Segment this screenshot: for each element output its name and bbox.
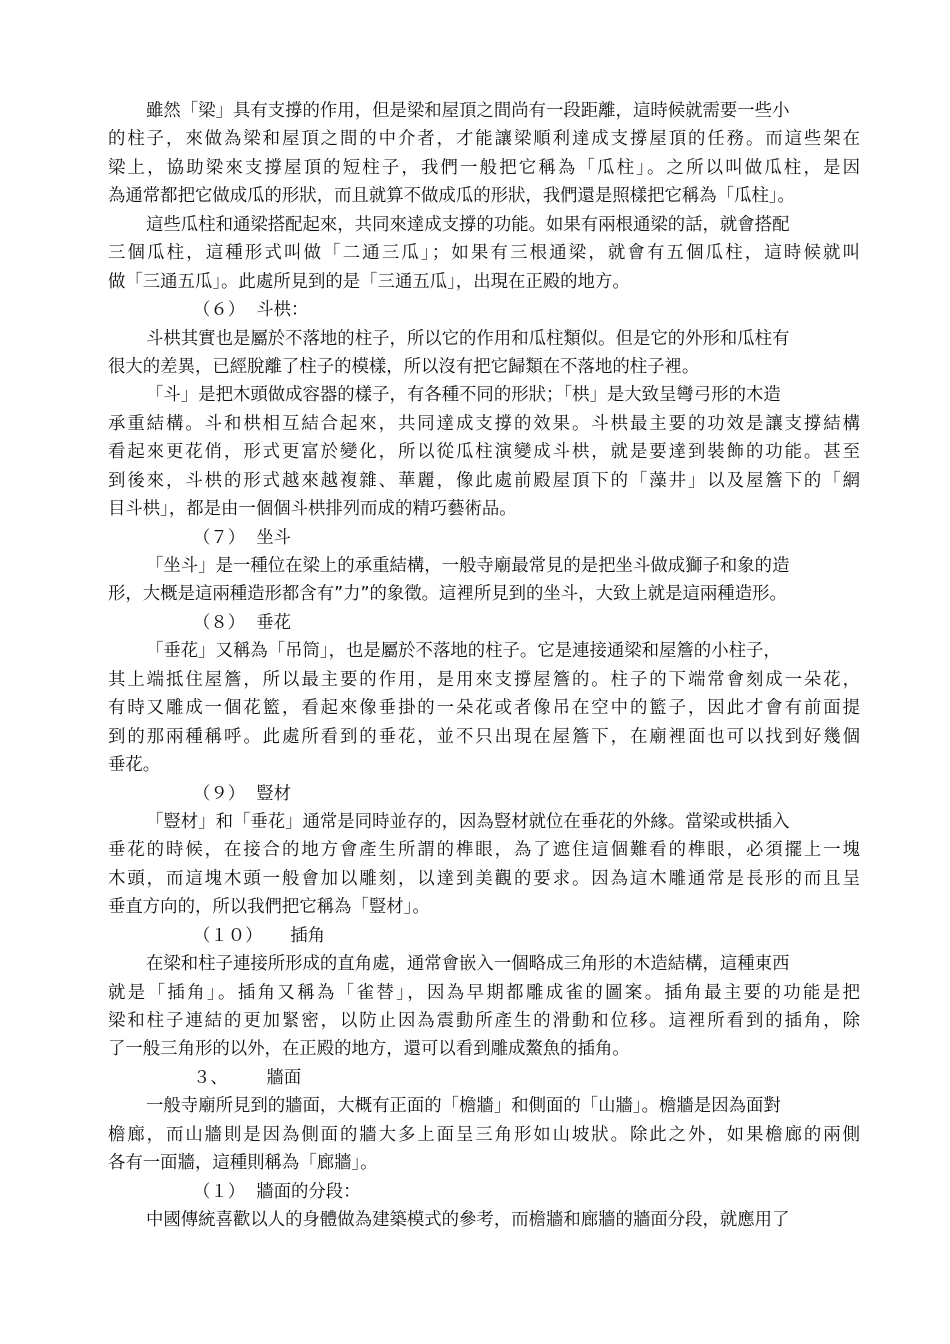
section-heading: （１） 牆面的分段： xyxy=(193,1181,361,1202)
text-line: 了一般三角形的以外，在正殿的地方，還可以看到雕成鰲魚的插角。 xyxy=(108,1039,630,1060)
text-line: 形，大概是這兩種造形都含有”力”的象徵。這裡所見到的坐斗，大致上就是這兩種造形。 xyxy=(108,584,787,605)
text-line: 垂花的時候，在接合的地方會產生所謂的榫眼，為了遮住這個難看的榫眼，必須擺上一塊 xyxy=(108,840,860,861)
text-line: 雖然「梁」具有支撐的作用，但是梁和屋頂之間尚有一段距離，這時候就需要一些小 xyxy=(146,101,790,121)
text-line: 「豎材」和「垂花」通常是同時並存的，因為豎材就位在垂花的外緣。當梁或栱插入 xyxy=(146,811,790,832)
section-heading: （８） 垂花 xyxy=(193,612,292,633)
section-heading: ３、 牆面 xyxy=(193,1067,302,1088)
text-line: 梁上，協助梁來支撐屋頂的短柱子，我們一般把它稱為「瓜柱」。之所以叫做瓜柱，是因 xyxy=(108,157,860,178)
text-line: 垂花。 xyxy=(108,755,161,776)
text-line: 梁和柱子連結的更加緊密，以防止因為震動所產生的滑動和位移。這裡所看到的插角，除 xyxy=(108,1011,860,1031)
section-heading: （９） 豎材 xyxy=(193,783,292,804)
text-line: 三個瓜柱，這種形式叫做「二通三瓜」；如果有三根通梁，就會有五個瓜柱，這時候就叫 xyxy=(108,243,860,264)
text-line: 看起來更花俏，形式更富於變化，所以從瓜柱演變成斗栱，就是要達到裝飾的功能。甚至 xyxy=(108,442,860,463)
text-line: 木頭，而這塊木頭一般會加以雕刻，以達到美觀的要求。因為這木雕通常是長形的而且呈 xyxy=(108,868,860,889)
text-line: 「垂花」又稱為「吊筒」，也是屬於不落地的柱子。它是連接通梁和屋簷的小柱子， xyxy=(146,641,781,662)
document-body xyxy=(108,97,860,1235)
text-line: 「斗」是把木頭做成容器的樣子，有各種不同的形狀；「栱」是大致呈彎弓形的木造 xyxy=(146,385,781,406)
text-line: 目斗栱」，都是由一個個斗栱排列而成的精巧藝術品。 xyxy=(108,499,517,520)
text-line: 這些瓜柱和通梁搭配起來，共同來達成支撐的功能。如果有兩根通梁的話，就會搭配 xyxy=(146,214,790,235)
text-line: 做「三通五瓜」。此處所見到的是「三通五瓜」，出現在正殿的地方。 xyxy=(108,271,630,292)
section-heading: （７） 坐斗 xyxy=(193,527,292,548)
text-line: 一般寺廟所見到的牆面，大概有正面的「檐牆」和側面的「山牆」。檐牆是因為面對 xyxy=(146,1096,781,1117)
text-line: 到後來，斗栱的形式越來越複雜、華麗，像此處前殿屋頂下的「藻井」以及屋簷下的「網 xyxy=(108,470,860,491)
text-line: 檐廊，而山牆則是因為側面的牆大多上面呈三角形如山坡狀。除此之外，如果檐廊的兩側 xyxy=(108,1124,860,1145)
text-line: 「坐斗」是一種位在梁上的承重結構，一般寺廟最常見的是把坐斗做成獅子和象的造 xyxy=(146,556,790,576)
text-line: 其上端抵住屋簷，所以最主要的作用，是用來支撐屋簷的。柱子的下端常會刻成一朵花， xyxy=(108,669,860,690)
section-heading: （６） 斗栱： xyxy=(193,300,309,321)
text-line: 垂直方向的，所以我們把它稱為「豎材」。 xyxy=(108,897,430,918)
text-line: 有時又雕成一個花籃，看起來像垂掛的一朵花或者像吊在空中的籃子，因此才會有前面提 xyxy=(108,698,860,719)
text-line: 承重結構。斗和栱相互結合起來，共同達成支撐的效果。斗栱最主要的功效是讓支撐結構 xyxy=(108,413,860,434)
text-line: 斗栱其實也是屬於不落地的柱子，所以它的作用和瓜柱類似。但是它的外形和瓜柱有 xyxy=(146,328,790,349)
section-heading: （１０） 插角 xyxy=(193,925,325,946)
text-line: 在梁和柱子連接所形成的直角處，通常會嵌入一個略成三角形的木造結構，這種東西 xyxy=(146,954,790,975)
text-line: 為通常都把它做成瓜的形狀，而且就算不做成瓜的形狀，我們還是照樣把它稱為「瓜柱」。 xyxy=(108,186,795,207)
text-line: 中國傳統喜歡以人的身體做為建築模式的參考，而檐牆和廊牆的牆面分段，就應用了 xyxy=(146,1210,790,1231)
text-line: 的柱子，來做為梁和屋頂之間的中介者，才能讓梁順利達成支撐屋頂的任務。而這些架在 xyxy=(108,129,860,150)
text-line: 各有一面牆，這種則稱為「廊牆」。 xyxy=(108,1153,378,1174)
text-line: 到的那兩種稱呼。此處所看到的垂花，並不只出現在屋簷下，在廟裡面也可以找到好幾個 xyxy=(108,726,860,747)
text-line: 就是「插角」。插角又稱為「雀替」，因為早期都雕成雀的圖案。插角最主要的功能是把 xyxy=(108,982,860,1003)
text-line: 很大的差異，已經脫離了柱子的模樣，所以沒有把它歸類在不落地的柱子裡。 xyxy=(108,356,700,377)
